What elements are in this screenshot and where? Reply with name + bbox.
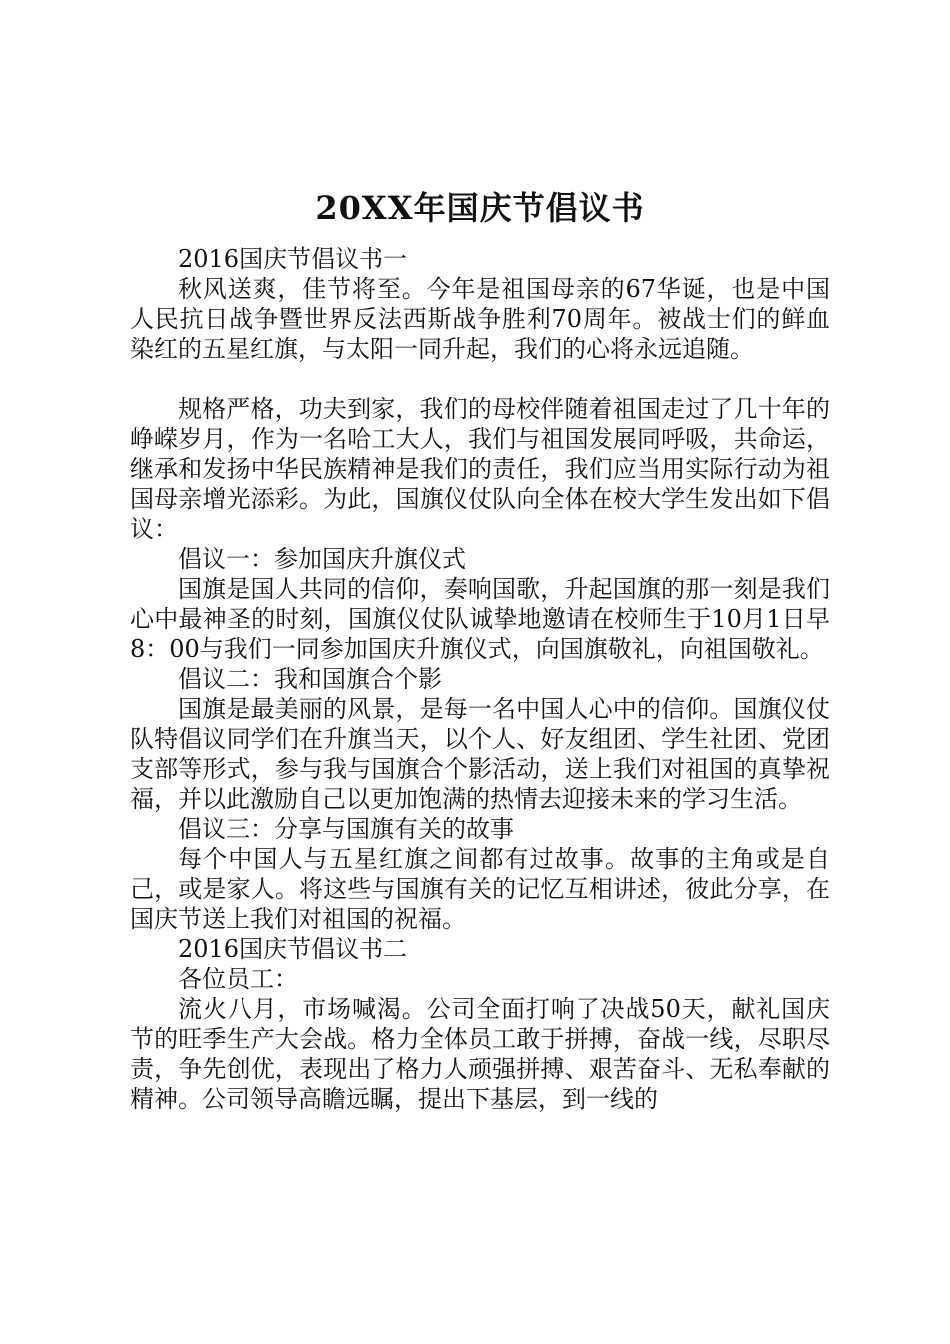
- paragraph-heading-2: 2016国庆节倡议书二: [178, 935, 408, 963]
- paragraph: 国旗是国人共同的信仰，奏响国歌，升起国旗的那一刻是我们心中最神圣的时刻，国旗仪仗队诚挚地邀请在校师生于10月1日早8：00与我们一同参加国庆升旗仪式，向国旗敬礼，向祖国敬礼。: [130, 575, 830, 663]
- salutation: 各位员工：: [178, 965, 298, 993]
- paragraph: 流火八月，市场喊渴。公司全面打响了决战50天，献礼国庆节的旺季生产大会战。格力全体员工敢于拼搏，奋战一线，尽职尽责，争先创优，表现出了格力人顽强拼搏、艰苦奋斗、无私奉献的精神。公司领导高瞻远瞩，提出下基层，到一线的: [130, 995, 830, 1113]
- paragraph: 秋风送爽，佳节将至。今年是祖国母亲的67华诞，也是中国人民抗日战争暨世界反法西斯战争胜利70周年。被战士们的鲜血染红的五星红旗，与太阳一同升起，我们的心将永远追随。: [130, 275, 830, 363]
- paragraph: 每个中国人与五星红旗之间都有过故事。故事的主角或是自己，或是家人。将这些与国旗有关的记忆互相讲述，彼此分享，在国庆节送上我们对祖国的祝福。: [130, 845, 830, 933]
- document-page: [130, 180, 830, 1114]
- document-title: 20XX年国庆节倡议书: [315, 189, 645, 227]
- paragraph: 规格严格，功夫到家，我们的母校伴随着祖国走过了几十年的峥嵘岁月，作为一名哈工大人，我们与祖国发展同呼吸，共命运，继承和发扬中华民族精神是我们的责任，我们应当用实际行动为祖国母亲增光添彩。为此，国旗仪仗队向全体在校大学生发出如下倡议：: [130, 395, 830, 543]
- proposal-heading-1: 倡议一：参加国庆升旗仪式: [178, 545, 466, 573]
- paragraph: 国旗是最美丽的风景，是每一名中国人心中的信仰。国旗仪仗队特倡议同学们在升旗当天，以个人、好友组团、学生社团、党团支部等形式，参与我与国旗合个影活动，送上我们对祖国的真挚祝福，并以此激励自己以更加饱满的热情去迎接未来的学习生活。: [130, 695, 830, 813]
- blank-line: [130, 364, 830, 394]
- proposal-heading-3: 倡议三：分享与国旗有关的故事: [178, 815, 514, 843]
- paragraph-heading-1: 2016国庆节倡议书一: [178, 245, 408, 273]
- proposal-heading-2: 倡议二：我和国旗合个影: [178, 665, 442, 693]
